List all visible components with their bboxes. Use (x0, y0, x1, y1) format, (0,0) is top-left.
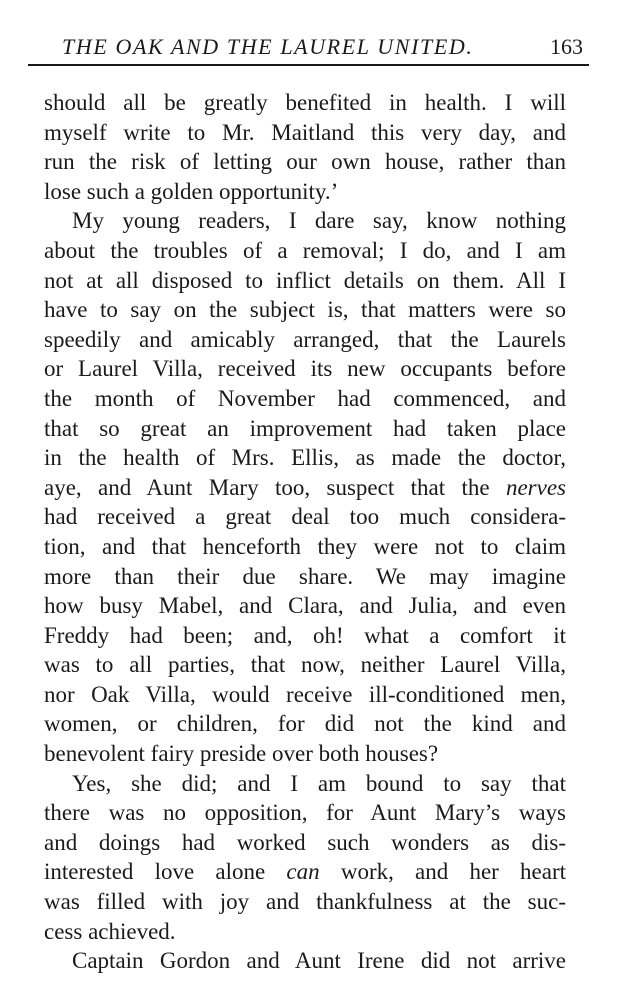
text-segment: and doings had worked such wonders as dis- (44, 829, 566, 855)
text-line (44, 325, 566, 355)
text-segment: lose such a golden opportunity.’ (44, 178, 339, 204)
text-line (44, 680, 566, 710)
text-segment: the month of November had commenced, and (44, 385, 566, 411)
text-segment: in the health of Mrs. Ellis, as made the doctor, (44, 445, 566, 471)
text-segment: was filled with joy and thankfulness at the suc- (44, 889, 566, 915)
text-segment: Yes, she did; and I am bound to say that (72, 770, 566, 796)
text-line (44, 917, 566, 947)
text-line (44, 857, 566, 887)
text-line (44, 562, 566, 592)
text-line (44, 591, 566, 621)
text-segment: run the risk of letting our own house, rather than (44, 149, 566, 175)
text-line (44, 295, 566, 325)
text-line (44, 739, 566, 769)
page-header (28, 34, 589, 66)
text-line (44, 118, 566, 148)
body-text (44, 88, 566, 976)
text-segment: there was no opposition, for Aunt Mary’s ways (44, 800, 566, 826)
text-segment: nor Oak Villa, would receive ill-conditioned men, (44, 681, 566, 707)
text-line (44, 946, 566, 976)
text-line (44, 769, 566, 799)
text-segment: interested love alone (44, 859, 287, 885)
text-segment: was to all parties, that now, neither Laurel Villa, (44, 652, 566, 678)
text-line (44, 88, 566, 118)
running-title: THE OAK AND THE LAUREL UNITED. (62, 34, 474, 59)
text-line (44, 887, 566, 917)
text-segment: tion, and that henceforth they were not to claim (44, 533, 566, 559)
text-segment: Freddy had been; and, oh! what a comfort it (44, 622, 566, 648)
text-line (44, 502, 566, 532)
page-number: 163 (550, 34, 583, 59)
text-segment: had received a great deal too much considera- (44, 504, 566, 530)
text-line (44, 414, 566, 444)
text-line (44, 147, 566, 177)
text-segment: My young readers, I dare say, know nothing (72, 208, 566, 234)
text-line (44, 798, 566, 828)
text-segment: not at all disposed to inflict details on them. All I (44, 267, 566, 293)
text-line (44, 354, 566, 384)
text-segment: myself write to Mr. Maitland this very day, and (44, 119, 566, 145)
text-segment: Captain Gordon and Aunt Irene did not arrive (72, 948, 566, 974)
text-line (44, 177, 566, 207)
text-segment: about the troubles of a removal; I do, and I am (44, 237, 566, 263)
text-line (44, 384, 566, 414)
text-segment: have to say on the subject is, that matters were so (44, 297, 566, 323)
text-segment: work, and her heart (319, 859, 567, 885)
text-segment: aye, and Aunt Mary too, suspect that the (44, 474, 506, 500)
text-line (44, 621, 566, 651)
text-segment: women, or children, for did not the kind and (44, 711, 566, 737)
text-line (44, 709, 566, 739)
text-segment: how busy Mabel, and Clara, and Julia, and even (44, 593, 566, 619)
text-segment: cess achieved. (44, 918, 176, 944)
text-line (44, 828, 566, 858)
text-line (44, 443, 566, 473)
text-segment: benevolent fairy preside over both houses? (44, 741, 439, 767)
text-segment: more than their due share. We may imagine (44, 563, 566, 589)
text-segment: that so great an improvement had taken place (44, 415, 566, 441)
text-line (44, 266, 566, 296)
text-line (44, 650, 566, 680)
italic-word: can (286, 859, 320, 885)
text-line (44, 236, 566, 266)
text-segment: should all be greatly benefited in health. I will (44, 90, 566, 115)
text-line (44, 473, 566, 503)
text-segment: or Laurel Villa, received its new occupants before (44, 356, 566, 382)
text-line (44, 532, 566, 562)
text-line (44, 206, 566, 236)
text-segment: speedily and amicably arranged, that the Laurels (44, 326, 566, 352)
italic-word: nerves (505, 474, 566, 500)
